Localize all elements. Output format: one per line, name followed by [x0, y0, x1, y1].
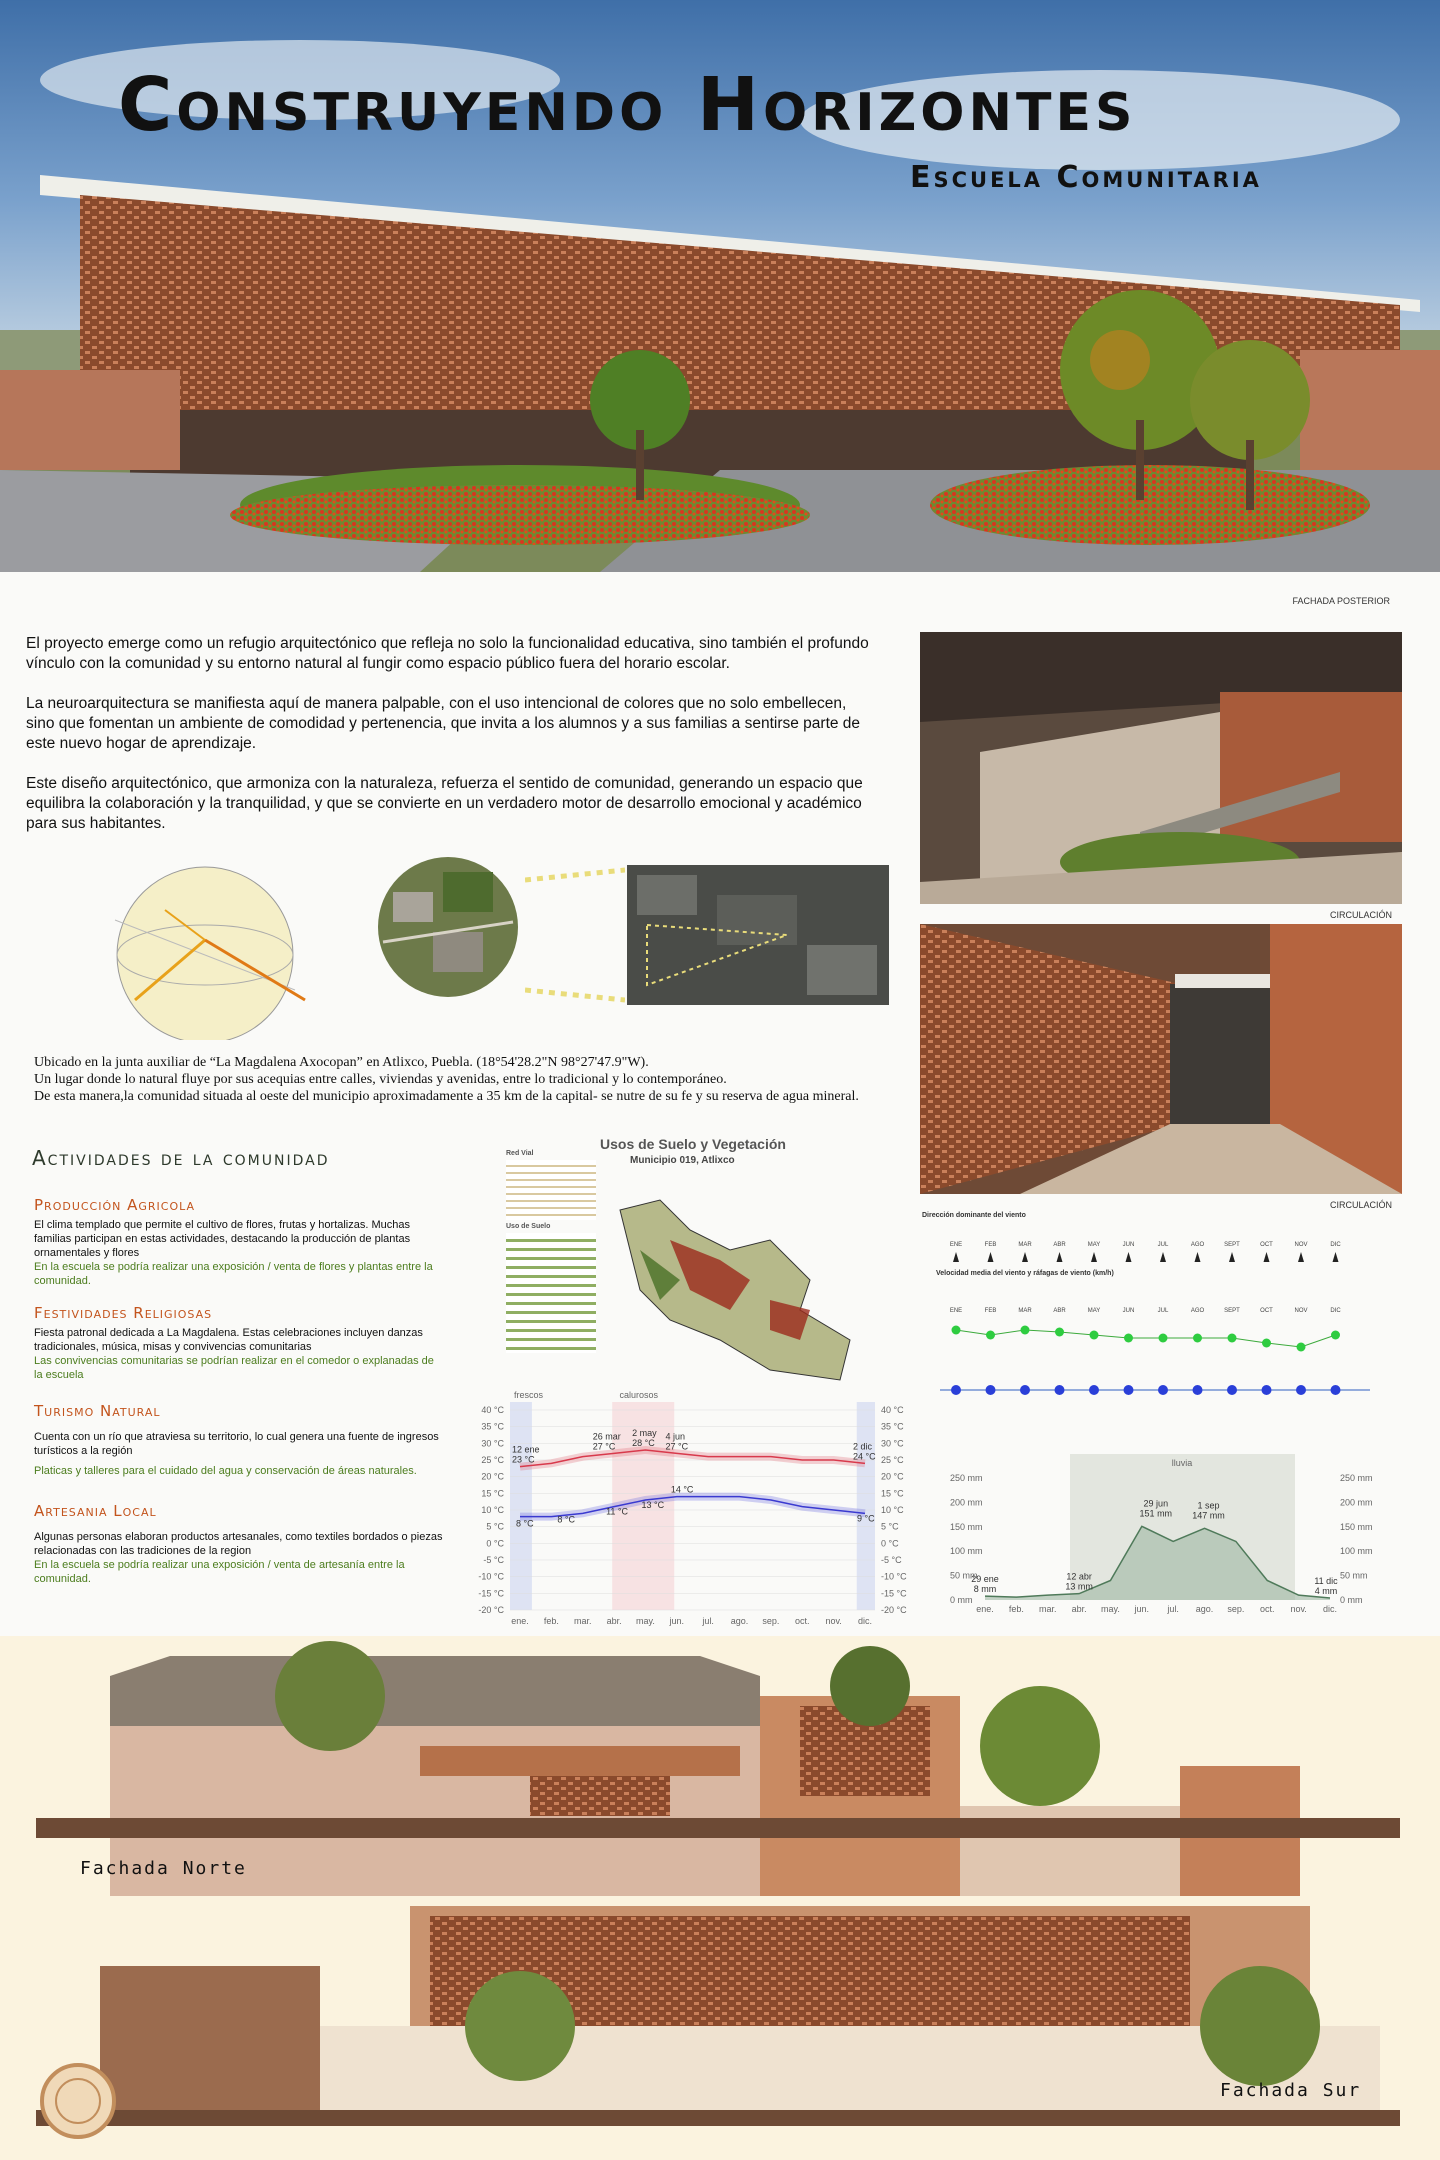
- wind-arrow-icon: [1160, 1252, 1166, 1262]
- legend-swatches-land: [506, 1233, 596, 1353]
- wind-month: JUL: [1157, 1242, 1169, 1248]
- x-tick: oct.: [795, 1616, 810, 1626]
- temp-annotation: 11 °C: [606, 1506, 629, 1517]
- y-tick-right: 0 °C: [881, 1538, 899, 1549]
- gust-line: [956, 1330, 1336, 1347]
- rain-annotation: 4 mm: [1314, 1586, 1338, 1597]
- y-tick-right: 10 °C: [881, 1505, 904, 1515]
- rain-x-tick: nov.: [1290, 1604, 1307, 1614]
- band-label-calurosos: calurosos: [619, 1390, 659, 1400]
- rain-tick-left: 0 mm: [950, 1595, 973, 1605]
- temp-annotation: 8 °C: [516, 1518, 534, 1529]
- page-title: Construyendo Horizontes: [118, 62, 1137, 148]
- y-tick-right: -10 °C: [881, 1571, 907, 1582]
- intro-paragraph-2: La neuroarquitectura se manifiesta aquí de manera palpable, con el uso intencional de colores que no solo embellecen, sino que fomentan un ambiente de comodidad y pertenencia, que invita a los alumnos y a sus familias a sentirse parte de este nuevo hogar de aprendizaje.: [26, 695, 861, 752]
- x-tick: nov.: [825, 1616, 842, 1626]
- wind-direction-title: Dirección dominante del viento: [922, 1212, 1026, 1219]
- rain-chart: [920, 1448, 1390, 1618]
- wind-month: MAY: [1087, 1242, 1101, 1248]
- wind-arrow-icon: [1091, 1252, 1097, 1262]
- gust-point: [952, 1326, 961, 1335]
- aerial-circle-image: [373, 852, 523, 1002]
- intro-paragraph-1: El proyecto emerge como un refugio arquitectónico que refleja no solo la funcionalidad educativa, sino también el profundo vínculo con la comunidad y su entorno natural al fungir como espacio público fuera del horario escolar.: [26, 635, 869, 672]
- facade-south-label: Fachada Sur: [1220, 2080, 1362, 2101]
- mean-point: [1227, 1385, 1237, 1395]
- wind-arrow-icon: [988, 1252, 994, 1262]
- hero-render: [0, 0, 1440, 572]
- low-band: [520, 1497, 865, 1517]
- rain-tick-left: 50 mm: [950, 1570, 978, 1581]
- temp-annotation: 13 °C: [641, 1500, 665, 1510]
- y-tick-right: 35 °C: [881, 1421, 904, 1432]
- rain-tick-right: 150 mm: [1340, 1521, 1373, 1532]
- wind-month: ABR: [1053, 1242, 1066, 1248]
- y-tick-right: 15 °C: [881, 1488, 904, 1499]
- gust-point: [1021, 1326, 1030, 1335]
- wind-month: DIC: [1330, 1242, 1341, 1248]
- y-tick-left: 20 °C: [481, 1471, 504, 1482]
- activity-text: Algunas personas elaboran productos artesanales, como textiles bordados o piezas relacionadas con las tradiciones de la region: [34, 1531, 443, 1557]
- band-label-frescos: frescos: [514, 1390, 544, 1400]
- gust-point: [1193, 1334, 1202, 1343]
- rain-x-tick: ago.: [1195, 1604, 1214, 1614]
- wind-month-2: MAR: [1018, 1308, 1032, 1314]
- rain-annotation: 13 mm: [1065, 1581, 1093, 1592]
- rain-x-tick: dic.: [1322, 1604, 1338, 1614]
- y-tick-left: -10 °C: [478, 1571, 504, 1582]
- mean-point: [1055, 1385, 1065, 1395]
- wind-month: SEPT: [1224, 1242, 1240, 1248]
- x-tick: dic.: [857, 1616, 873, 1626]
- wind-arrow-icon: [1057, 1252, 1063, 1262]
- x-tick: ene.: [511, 1616, 529, 1626]
- y-tick-left: 35 °C: [481, 1421, 504, 1432]
- temp-annotation: 28 °C: [632, 1438, 655, 1448]
- mean-point: [1331, 1385, 1341, 1395]
- mean-point: [1089, 1385, 1099, 1395]
- rain-x-tick: oct.: [1260, 1604, 1275, 1614]
- temp-annotation: 27 °C: [665, 1441, 689, 1452]
- y-tick-left: 30 °C: [481, 1438, 504, 1449]
- y-tick-right: 40 °C: [881, 1405, 904, 1415]
- wind-month-2: FEB: [984, 1308, 997, 1314]
- wind-arrow-icon: [1126, 1252, 1132, 1262]
- aerial-satellite-image: [627, 865, 889, 1005]
- wind-month: MAR: [1018, 1242, 1032, 1248]
- gust-point: [1228, 1334, 1237, 1343]
- wind-speed-title: Velocidad media del viento y ráfagas de viento (km/h): [936, 1270, 1114, 1277]
- activity-proposal: En la escuela se podría realizar una exposición / venta de artesanía entre la comunidad.: [34, 1559, 405, 1585]
- rain-tick-right: 200 mm: [1340, 1497, 1373, 1508]
- rain-annotation: 8 mm: [973, 1584, 997, 1595]
- wind-month: OCT: [1260, 1242, 1273, 1248]
- activity-proposal: En la escuela se podría realizar una exposición / venta de flores y plantas entre la comunidad.: [34, 1261, 433, 1287]
- x-tick: sep.: [762, 1616, 780, 1626]
- location-line-2: Un lugar donde lo natural fluye por sus acequias entre calles, viviendas y avenidas, entre lo tradicional y lo contemporáneo.: [34, 1072, 727, 1087]
- x-tick: mar.: [573, 1616, 592, 1626]
- map-subtitle: Municipio 019, Atlixco: [630, 1155, 735, 1166]
- gust-point: [986, 1331, 995, 1340]
- mean-point: [1020, 1385, 1030, 1395]
- rain-x-tick: jul.: [1167, 1604, 1179, 1614]
- wind-arrow-icon: [1298, 1252, 1304, 1262]
- activity-text: El clima templado que permite el cultivo de flores, frutas y hortalizas. Muchas familias participan en estas actividades, destacando la producción de plantas ornamentales y flores: [34, 1219, 411, 1259]
- rain-tick-left: 150 mm: [950, 1521, 983, 1532]
- activity-religiosas: [34, 1304, 444, 1402]
- rain-x-tick: mar.: [1038, 1604, 1057, 1614]
- temp-annotation: 8 °C: [557, 1514, 575, 1525]
- wind-arrow-icon: [1229, 1252, 1235, 1262]
- x-tick: abr.: [606, 1616, 622, 1626]
- activities-heading: Actividades de la comunidad: [32, 1146, 330, 1170]
- rain-x-tick: sep.: [1227, 1604, 1245, 1614]
- mean-point: [986, 1385, 996, 1395]
- land-use-map-image: [600, 1190, 880, 1390]
- gust-point: [1297, 1343, 1306, 1352]
- gust-point: [1262, 1339, 1271, 1348]
- gust-point: [1055, 1328, 1064, 1337]
- x-tick: jun.: [669, 1616, 685, 1626]
- rain-tick-right: 50 mm: [1340, 1570, 1368, 1581]
- rain-x-tick: feb.: [1008, 1604, 1024, 1614]
- location-text: [34, 1054, 894, 1105]
- rain-annotation: 1 sep: [1197, 1500, 1220, 1511]
- activity-text: Fiesta patronal dedicada a La Magdalena. Estas celebraciones incluyen danzas tradicionales, música, misas y convivencias comunitarias: [34, 1327, 423, 1353]
- location-line-1: Ubicado en la junta auxiliar de “La Magdalena Axocopan” en Atlixco, Puebla. (18°54'28.2"N 98°27'47.9"W).: [34, 1055, 649, 1070]
- x-tick: may.: [636, 1616, 655, 1626]
- temp-annotation: 14 °C: [670, 1484, 694, 1495]
- mean-point: [1262, 1385, 1272, 1395]
- mean-point: [1158, 1385, 1168, 1395]
- temp-annotation: 27 °C: [592, 1441, 616, 1452]
- temp-annotation: 4 jun: [665, 1431, 685, 1442]
- caption-circulacion-2: CIRCULACIÓN: [1329, 1200, 1392, 1210]
- y-tick-left: 5 °C: [486, 1521, 504, 1532]
- temp-annotation: 12 ene: [512, 1444, 540, 1455]
- wind-month-2: ABR: [1053, 1308, 1066, 1314]
- wind-arrow-icon: [953, 1252, 959, 1262]
- wind-month-2: MAY: [1087, 1308, 1101, 1314]
- rain-tick-right: 250 mm: [1340, 1473, 1373, 1483]
- activity-title: Producción Agricola: [34, 1196, 196, 1214]
- y-tick-left: 10 °C: [481, 1505, 504, 1515]
- sun-path-diagram: [95, 860, 315, 1040]
- wind-month-2: ENE: [949, 1308, 963, 1314]
- x-tick: jul.: [702, 1616, 714, 1626]
- rain-tick-right: 0 mm: [1340, 1595, 1363, 1605]
- activities-list: [34, 1196, 444, 1586]
- mean-point: [1193, 1385, 1203, 1395]
- corridor-render-image: [920, 924, 1402, 1194]
- y-tick-left: -5 °C: [483, 1555, 504, 1565]
- wind-month: JUN: [1122, 1242, 1135, 1248]
- activity-artesania: [34, 1502, 444, 1586]
- rain-x-tick: jun.: [1134, 1604, 1150, 1614]
- rain-band-label: lluvia: [1171, 1458, 1193, 1468]
- rain-tick-left: 100 mm: [950, 1546, 983, 1557]
- gust-point: [1331, 1331, 1340, 1340]
- wind-month-2: DIC: [1330, 1308, 1341, 1314]
- temp-annotation: 26 mar: [592, 1431, 621, 1442]
- caption-fachada-posterior: FACHADA POSTERIOR: [1292, 596, 1390, 606]
- activity-agricola: [34, 1196, 444, 1304]
- rain-x-tick: ene.: [976, 1604, 994, 1614]
- facade-north-label: Fachada Norte: [80, 1858, 247, 1879]
- wind-month-2: JUL: [1157, 1308, 1169, 1314]
- activity-title: Turismo Natural: [34, 1402, 161, 1420]
- mean-point: [1296, 1385, 1306, 1395]
- activity-proposal: Platicas y talleres para el cuidado del agua y conservación de áreas naturales.: [34, 1465, 417, 1477]
- rain-annotation: 147 mm: [1192, 1510, 1225, 1521]
- activity-proposal: Las convivencias comunitarias se podrían realizar en el comedor o explanadas de la escuela: [34, 1355, 434, 1381]
- y-tick-left: -15 °C: [478, 1588, 504, 1599]
- gust-point: [1124, 1334, 1133, 1343]
- gust-point: [1090, 1331, 1099, 1340]
- page-subtitle: Escuela Comunitaria: [910, 160, 1262, 195]
- map-legend: [506, 1150, 596, 1353]
- school-seal-icon: [42, 2065, 114, 2137]
- y-tick-right: -5 °C: [881, 1555, 902, 1565]
- y-tick-right: 5 °C: [881, 1521, 899, 1532]
- stair-render-image: [920, 632, 1402, 904]
- rain-tick-left: 250 mm: [950, 1473, 983, 1483]
- rain-tick-left: 200 mm: [950, 1497, 983, 1508]
- rain-tick-right: 100 mm: [1340, 1546, 1373, 1557]
- wind-arrow-icon: [1264, 1252, 1270, 1262]
- wind-month-2: NOV: [1294, 1308, 1308, 1314]
- y-tick-left: 40 °C: [481, 1405, 504, 1415]
- rain-annotation: 151 mm: [1139, 1508, 1173, 1519]
- wind-month: FEB: [984, 1242, 997, 1248]
- activity-title: Festividades Religiosas: [34, 1304, 213, 1322]
- y-tick-left: 15 °C: [481, 1488, 504, 1499]
- activity-text: Cuenta con un río que atraviesa su territorio, lo cual genera una fuente de ingresos turísticos a la región: [34, 1431, 439, 1457]
- y-tick-right: 20 °C: [881, 1471, 904, 1482]
- rain-annotation: 11 dic: [1314, 1576, 1338, 1587]
- rain-x-tick: may.: [1101, 1604, 1120, 1614]
- wind-month-2: OCT: [1260, 1308, 1273, 1314]
- x-tick: feb.: [543, 1616, 559, 1626]
- gust-point: [1159, 1334, 1168, 1343]
- mean-point: [951, 1385, 961, 1395]
- y-tick-right: -20 °C: [881, 1605, 907, 1615]
- rain-annotation: 29 ene: [971, 1574, 999, 1585]
- temp-annotation: 24 °C: [853, 1451, 876, 1462]
- y-tick-right: -15 °C: [881, 1588, 907, 1599]
- temperature-chart: [460, 1390, 910, 1630]
- x-tick: ago.: [730, 1616, 749, 1626]
- caption-circulacion-1: CIRCULACIÓN: [1329, 910, 1392, 920]
- zoom-connector: [525, 860, 625, 1010]
- y-tick-right: 30 °C: [881, 1438, 904, 1449]
- wind-month: NOV: [1294, 1242, 1308, 1248]
- rain-annotation: 29 jun: [1143, 1498, 1169, 1509]
- temp-annotation: 2 may: [632, 1428, 657, 1438]
- legend-red-vial: Red Vial: [506, 1150, 534, 1157]
- legend-uso-suelo: Uso de Suelo: [506, 1223, 551, 1230]
- wind-month-2: AGO: [1190, 1308, 1205, 1314]
- temp-annotation: 2 dic: [853, 1441, 873, 1452]
- legend-swatches-roads: [506, 1160, 596, 1220]
- rain-x-tick: abr.: [1071, 1604, 1087, 1614]
- wind-month-2: JUN: [1122, 1308, 1135, 1314]
- temp-annotation: 23 °C: [512, 1454, 535, 1465]
- activity-turismo: [34, 1402, 444, 1502]
- temp-annotation: 9 °C: [857, 1513, 875, 1524]
- wind-month-2: SEPT: [1224, 1308, 1240, 1314]
- y-tick-left: 25 °C: [481, 1455, 504, 1465]
- map-title: Usos de Suelo y Vegetación: [600, 1136, 786, 1152]
- wind-arrow-icon: [1333, 1252, 1339, 1262]
- mean-point: [1124, 1385, 1134, 1395]
- wind-arrow-icon: [1022, 1252, 1028, 1262]
- y-tick-left: 0 °C: [486, 1538, 504, 1549]
- activity-title: Artesania Local: [34, 1502, 157, 1520]
- intro-paragraph-3: Este diseño arquitectónico, que armoniza con la naturaleza, refuerza el sentido de comunidad, generando un espacio que equilibra la colaboración y la tranquilidad, y que se convierte en un verdadero motor de desarrollo emocional y académico para sus habitantes.: [26, 775, 863, 832]
- wind-month: AGO: [1190, 1242, 1205, 1248]
- location-line-3: De esta manera,la comunidad situada al oeste del municipio aproximadamente a 35 km de la capital- se nutre de su fe y su reserva de agua mineral.: [34, 1089, 859, 1104]
- wind-month: ENE: [949, 1242, 963, 1248]
- y-tick-left: -20 °C: [478, 1605, 504, 1615]
- rain-annotation: 12 abr: [1066, 1571, 1092, 1582]
- y-tick-right: 25 °C: [881, 1455, 904, 1465]
- wind-chart: [920, 1220, 1390, 1420]
- wind-arrow-icon: [1195, 1252, 1201, 1262]
